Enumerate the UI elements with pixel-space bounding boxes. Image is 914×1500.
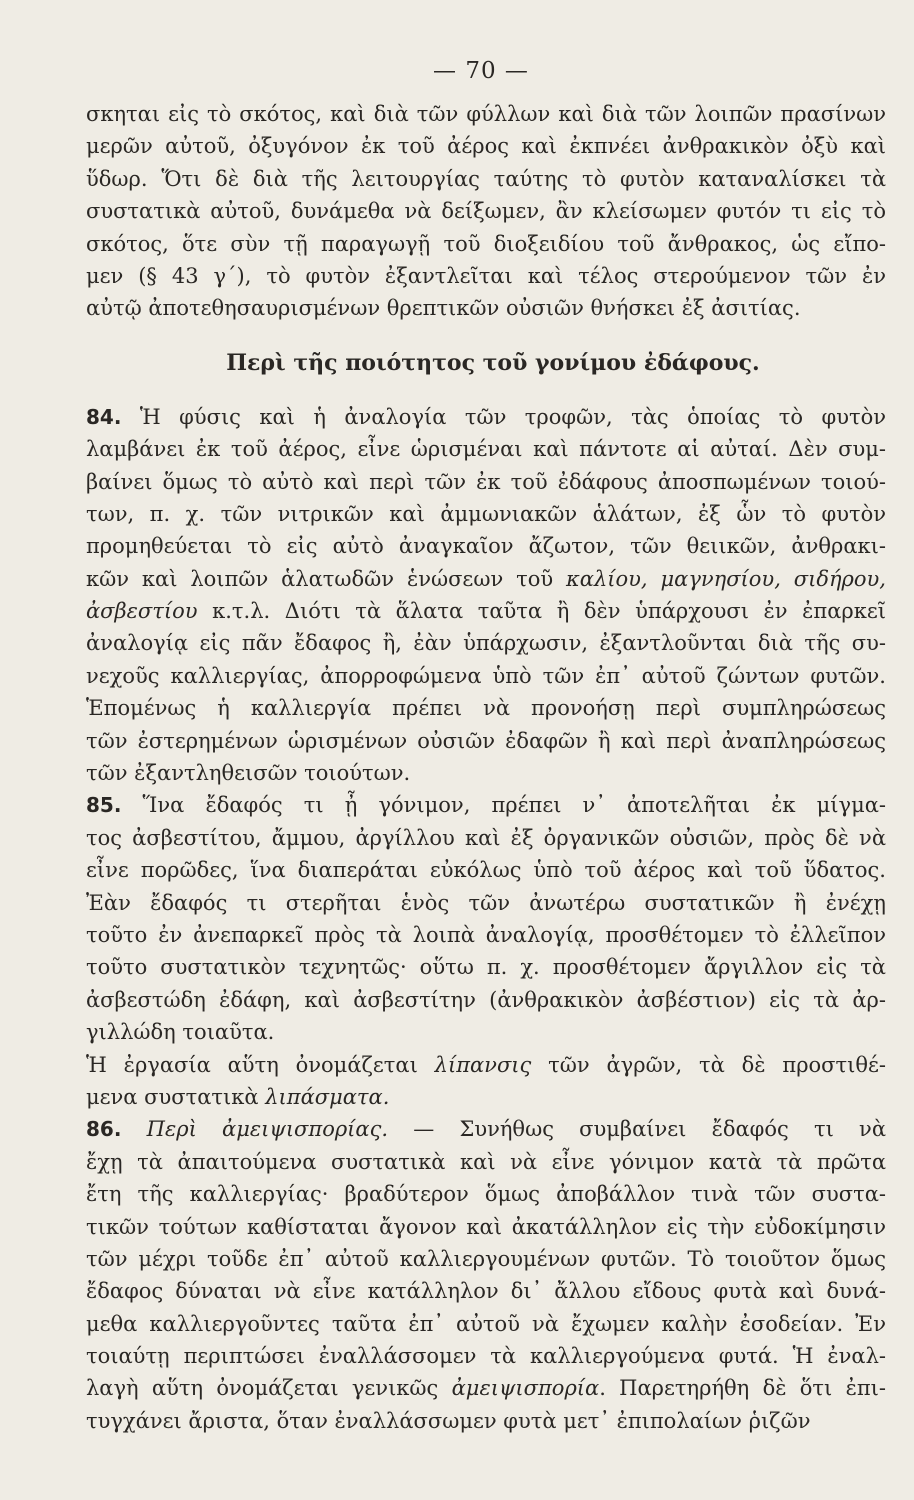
text-line <box>86 1243 886 1275</box>
line-text: τοῦτο συστατικὸν τεχνητῶς· οὕτω π. χ. προσθέτομεν ἄργιλλον εἰς τὰ <box>86 955 886 980</box>
text-line <box>86 692 886 724</box>
italic-term: λίπανσις <box>434 1052 532 1077</box>
text-line <box>86 1178 886 1210</box>
line-text: μερῶν αὐτοῦ, ὀξυγόνον ἐκ τοῦ ἀέρος καὶ ἐκπνέει ἀνθρακικὸν ὀξὺ καὶ <box>86 134 886 159</box>
line-text: τυγχάνει ἄριστα, ὅταν ἐναλλάσσωμεν φυτὰ μετ᾽ ἐπιπολαίων ῥιζῶν <box>86 1408 811 1433</box>
text-line <box>86 627 886 659</box>
line-text: εἶνε πορῶδες, ἵνα διαπεράται εὐκόλως ὑπὸ τοῦ ἀέρος καὶ τοῦ ὕδατος. <box>86 858 886 883</box>
text-line <box>86 887 886 919</box>
line-text: των, π. χ. τῶν νιτρικῶν καὶ ἀμμωνιακῶν ἁλάτων, ἐξ ὧν τὸ φυτὸν <box>86 501 886 526</box>
italic-term: ἀσβεστίου <box>86 599 198 624</box>
italic-term: ἀμειψισπορία <box>451 1376 600 1401</box>
text-line <box>86 433 886 465</box>
line-text: ἀσβεστώδη ἐδάφη, καὶ ἀσβεστίτην (ἀνθρακικὸν ἀσβέστιον) εἰς τὰ ἀρ- <box>86 987 886 1012</box>
line-text: ἔχῃ τὰ ἀπαιτούμενα συστατικὰ καὶ νὰ εἶνε γόνιμον κατὰ τὰ πρῶτα <box>86 1149 886 1174</box>
text-line <box>86 98 886 130</box>
line-text: ὕδωρ. Ὅτι δὲ διὰ τῆς λειτουργίας ταύτης τὸ φυτὸν καταναλίσκει τὰ <box>86 166 886 191</box>
line-text: τικῶν τούτων καθίσταται ἄγονον καὶ ἀκατάλληλον εἰς τὴν εὐδοκίμησιν <box>86 1214 886 1239</box>
text-line <box>86 401 886 433</box>
italic-term: λιπάσματα. <box>265 1084 390 1109</box>
text-line <box>86 725 886 757</box>
text-line <box>86 1113 886 1145</box>
text-line <box>86 130 886 162</box>
line-text: μεθα καλλιεργοῦντες ταῦτα ἐπ᾽ αὐτοῦ νὰ ἔχωμεν καλὴν ἐσοδείαν. Ἐν <box>86 1311 886 1336</box>
line-text: προμηθεύεται τὸ εἰς αὐτὸ ἀναγκαῖον ἄζωτον, τῶν θειικῶν, ἀνθρακι- <box>86 534 886 559</box>
line-text: ἔτη τῆς καλλιεργίας· βραδύτερον ὅμως ἀποβάλλον τινὰ τῶν συστα- <box>86 1182 886 1207</box>
line-text: Ἐὰν ἔδαφός τι στερῆται ἑνὸς τῶν ἀνωτέρω συστατικῶν ἢ ἐνέχῃ <box>86 890 886 915</box>
line-text: Ἡ ἐργασία αὕτη ὀνομάζεται <box>86 1052 435 1077</box>
text-line <box>86 660 886 692</box>
line-text: βαίνει ὅμως τὸ αὐτὸ καὶ περὶ τῶν ἐκ τοῦ ἐδάφους ἀποσπωμένων τοιού- <box>86 469 886 494</box>
section-heading: Περὶ τῆς ποιότητος τοῦ γονίμου ἐδάφους. <box>226 349 760 376</box>
text-line <box>86 1049 886 1081</box>
line-text: γιλλώδη τοιαῦτα. <box>86 1020 275 1045</box>
text-line <box>86 1308 886 1340</box>
section-number: 85. <box>86 793 122 818</box>
line-text: μενα συστατικὰ <box>86 1084 266 1109</box>
text-line <box>86 195 886 227</box>
line-text: τοῦτο ἐν ἀνεπαρκεῖ πρὸς τὰ λοιπὰ ἀναλογίᾳ, προσθέτομεν τὸ ἐλλεῖπον <box>86 922 886 947</box>
line-text: Ἡ φύσις καὶ ἡ ἀναλογία τῶν τροφῶν, τὰς ὁποίας τὸ φυτὸν <box>121 404 886 429</box>
text-line <box>86 757 886 789</box>
line-text: τος ἀσβεστίτου, ἄμμου, ἀργίλλου καὶ ἐξ ὀργανικῶν οὐσιῶν, πρὸς δὲ νὰ <box>86 825 886 850</box>
text-line <box>86 163 886 195</box>
text-line <box>86 1372 886 1404</box>
text-line <box>86 951 886 983</box>
text-line <box>86 1405 886 1437</box>
text-line <box>86 1211 886 1243</box>
line-text: τῶν ἀγρῶν, τὰ δὲ προστιθέ- <box>531 1052 886 1077</box>
text-line <box>86 984 886 1016</box>
line-text: σκηται εἰς τὸ σκότος, καὶ διὰ τῶν φύλλων καὶ διὰ τῶν λοιπῶν πρασίνων <box>86 102 886 126</box>
text-line <box>86 498 886 530</box>
line-text: τοιαύτῃ περιπτώσει ἐναλλάσσομεν τὰ καλλιεργούμενα φυτά. Ἡ ἐναλ- <box>86 1344 886 1369</box>
body-text <box>86 98 886 1437</box>
line-text: τῶν ἐστερημένων ὡρισμένων οὐσιῶν ἐδαφῶν ἢ καὶ περὶ ἀναπληρώσεως <box>86 728 886 753</box>
line-text: τῶν ἐξαντληθεισῶν τοιούτων. <box>86 761 411 786</box>
line-text: ἀναλογίᾳ εἰς πᾶν ἔδαφος ἢ, ἐὰν ὑπάρχωσιν, ἐξαντλοῦνται διὰ τῆς συ- <box>86 631 886 656</box>
text-line <box>86 854 886 886</box>
line-text: ἔδαφος δύναται νὰ εἶνε κατάλληλον δι᾽ ἄλλου εἴδους φυτὰ καὶ δυνά- <box>86 1279 886 1304</box>
line-text: κῶν καὶ λοιπῶν ἁλατωδῶν ἑνώσεων τοῦ <box>86 566 567 591</box>
text-line <box>86 919 886 951</box>
text-line <box>86 466 886 498</box>
text-line <box>86 822 886 854</box>
text-line <box>86 1275 886 1307</box>
text-line <box>86 292 886 324</box>
line-text: σκότος, ὅτε σὺν τῇ παραγωγῇ τοῦ διοξειδίου τοῦ ἄνθρακος, ὡς εἴπο- <box>86 231 886 256</box>
italic-term: καλίου, μαγνησίου, σιδήρου, <box>566 566 886 591</box>
text-line <box>86 563 886 595</box>
line-text: συστατικὰ αὐτοῦ, δυνάμεθα νὰ δείξωμεν, ἂν κλείσωμεν φυτόν τι εἰς τὸ <box>86 199 886 224</box>
line-text: κ.τ.λ. Διότι τὰ ἅλατα ταῦτα ἢ δὲν ὑπάρχουσι ἐν ἐπαρκεῖ <box>197 599 886 624</box>
text-line <box>86 1016 886 1048</box>
line-text: αὐτῷ ἀποτεθησαυρισμένων θρεπτικῶν οὐσιῶν θνήσκει ἐξ ἀσιτίας. <box>86 296 801 321</box>
text-line <box>86 1340 886 1372</box>
section-number: 86. <box>86 1117 122 1142</box>
text-line <box>86 260 886 292</box>
text-line <box>86 228 886 260</box>
text-line <box>86 1146 886 1178</box>
section-number: 84. <box>86 404 122 429</box>
line-text: νεχοῦς καλλιεργίας, ἀπορροφώμενα ὑπὸ τῶν ἐπ᾽ αὐτοῦ ζώντων φυτῶν. <box>86 663 886 688</box>
italic-term: Περὶ ἀμειψισπορίας. <box>121 1117 389 1142</box>
line-text: τῶν μέχρι τοῦδε ἐπ᾽ αὐτοῦ καλλιεργουμένων φυτῶν. Τὸ τοιοῦτον ὅμως <box>86 1246 886 1271</box>
text-line <box>86 789 886 821</box>
text-line <box>86 1081 886 1113</box>
line-text: λαμβάνει ἐκ τοῦ ἀέρος, εἶνε ὡρισμέναι καὶ πάντοτε αἱ αὐταί. Δὲν συμ- <box>86 437 886 462</box>
text-line <box>86 595 886 627</box>
line-text: λαγὴ αὕτη ὀνομάζεται γενικῶς <box>86 1376 452 1401</box>
line-text: — Συνήθως συμβαίνει ἔδαφός τι νὰ <box>388 1117 886 1142</box>
text-line <box>86 530 886 562</box>
page-number: — 70 — <box>433 58 529 84</box>
line-text: μεν (§ 43 γ΄), τὸ φυτὸν ἐξαντλεῖται καὶ τέλος στερούμενον τῶν ἐν <box>86 263 886 288</box>
line-text: . Παρετηρήθη δὲ ὅτι ἐπι- <box>599 1376 886 1401</box>
line-text: Ἵνα ἔδαφός τι ᾖ γόνιμον, πρέπει ν᾽ ἀποτελῆται ἐκ μίγμα- <box>121 793 886 818</box>
line-text: Ἑπομένως ἡ καλλιεργία πρέπει νὰ προνοήσῃ περὶ συμπληρώσεως <box>86 696 886 721</box>
